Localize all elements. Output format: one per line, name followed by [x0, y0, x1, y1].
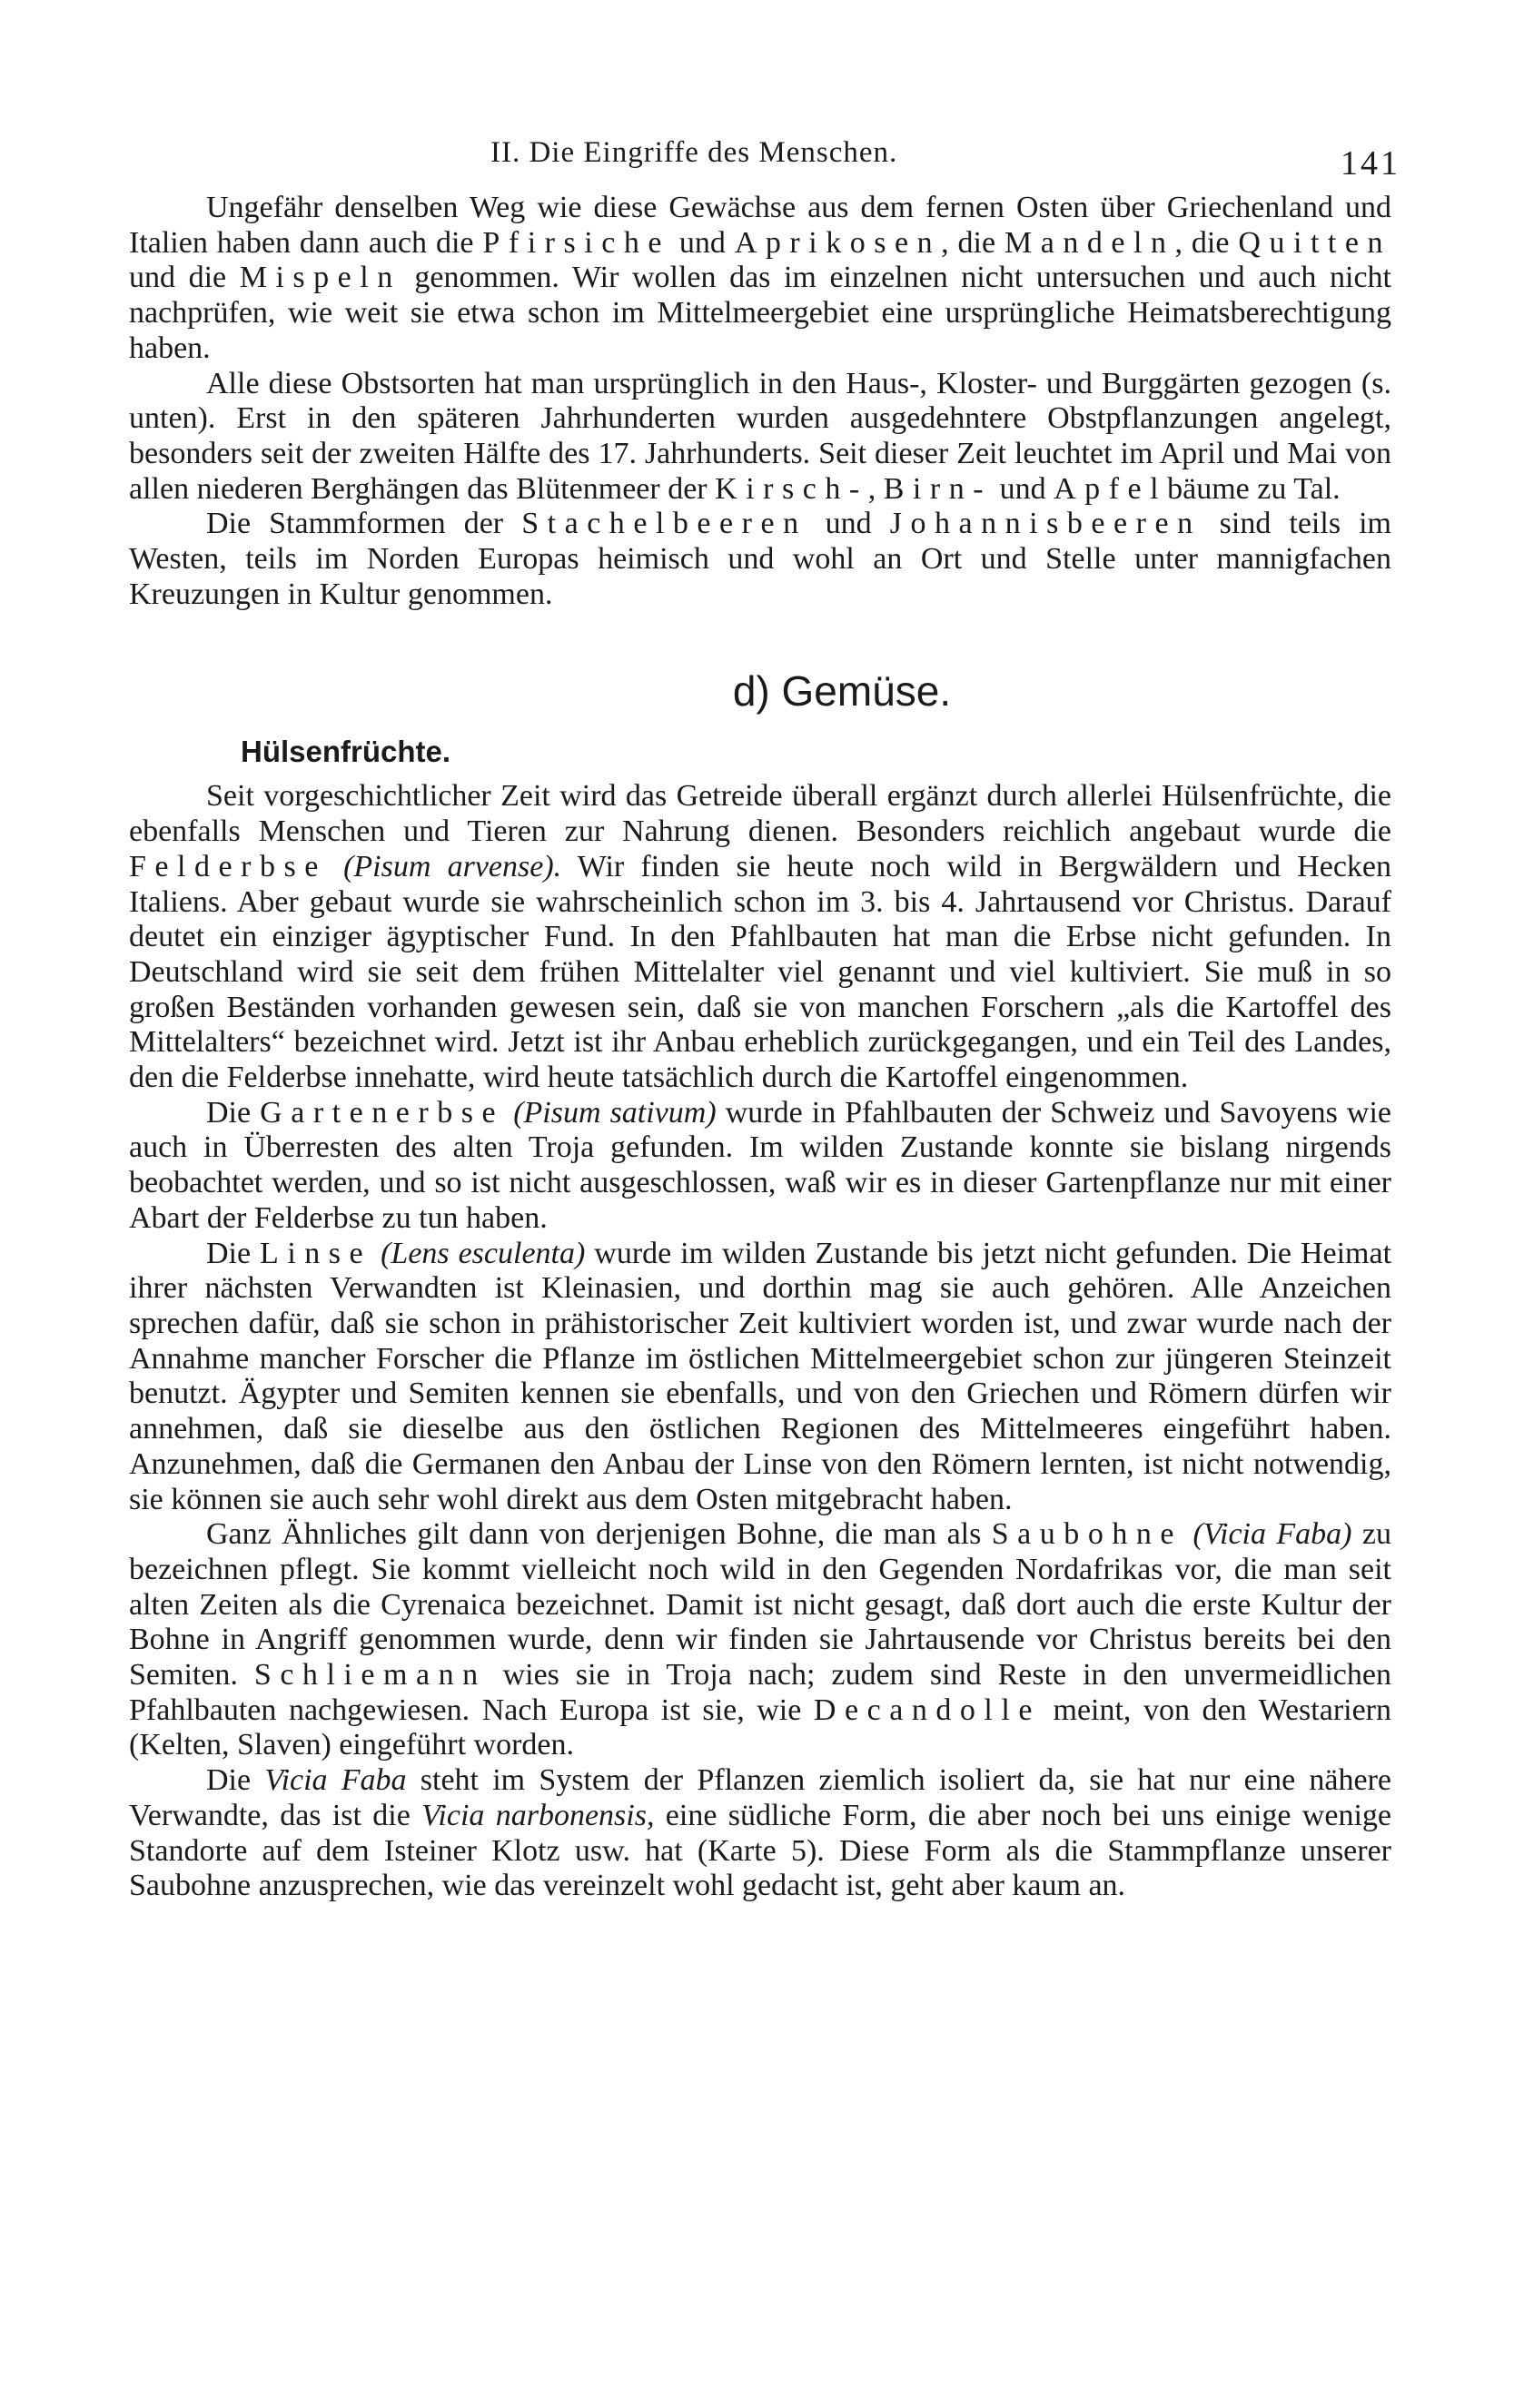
latin-name: (Pisum sativum): [513, 1095, 717, 1130]
running-title: II. Die Eingriffe des Menschen.: [490, 136, 898, 169]
latin-name: Vicia Faba: [264, 1763, 407, 1798]
paragraph-berries: Die Stammformen der Stachelbeeren und Johannisbeeren sind teils im Westen, teils im Norden Europas heimisch und wohl an Ort und Stelle unter mannigfachen Kreuzungen in Kultur genommen.: [129, 507, 1391, 611]
spaced-term: Schliemann: [253, 1658, 487, 1693]
book-page: [129, 136, 1400, 1904]
latin-name: (Lens esculenta): [381, 1236, 586, 1270]
running-head: [129, 136, 1400, 191]
paragraph-broad-bean: Ganz Ähnliches gilt dann von derjenigen Bohne, die man als Saubohne (Vicia Faba) zu bezeichnen pflegt. Sie kommt vielleicht noch wild in den Gegenden Nordafrikas vor, die man seit alten Zeiten als die Cyrenaica bezeichnet. Damit ist nicht gesagt, daß dort auch die erste Kultur der Bohne in Angriff genommen wurde, denn wir finden sie Jahrtausende vor Christus bereits bei den Semiten. Schliemann wies sie in Troja nach; zudem sind Reste in den unvermeidlichen Pfahlbauten nachgewiesen. Nach Europa ist sie, wie Decandolle meint, von den Westariern (Kelten, Slaven) eingeführt worden.: [129, 1517, 1392, 1762]
spaced-term: Kirsch-: [715, 471, 868, 506]
spaced-term: Pfirsiche: [482, 225, 670, 260]
page-number: 141: [1341, 144, 1400, 183]
paragraph-field-pea: Seit vorgeschichtlicher Zeit wird das Getreide überall ergänzt durch allerlei Hülsenfrüchte, die ebenfalls Menschen und Tieren zur Nahrung dienen. Besonders reichlich angebaut wurde die Felderbse (Pisum arvense). Wir finden sie heute noch wild in Bergwäldern und Hecken Italiens. Aber gebaut wurde sie wahrscheinlich schon im 3. bis 4. Jahrtausend vor Christus. Darauf deutet ein einziger ägyptischer Fund. In den Pfahlbauten hat man die Erbse nicht gefunden. In Deutschland wird sie seit dem frühen Mittelalter viel genannt und viel kultiviert. Sie muß in so großen Beständen vorhanden gewesen sein, daß sie von manchen Forschern „als die Kartoffel des Mittelalters“ bezeichnet wird. Jetzt ist ihr Anbau erheblich zurückgegangen, und ein Teil des Landes, den die Felderbse innehatte, wird heute tatsächlich durch die Kartoffel eingenommen.: [129, 779, 1391, 1095]
spaced-term: Apfel: [1054, 471, 1168, 506]
subsection-heading: Hülsenfrüchte.: [241, 735, 451, 769]
spaced-term: Johannisbeeren: [889, 507, 1202, 541]
section-heading: d) Gemüse.: [732, 667, 952, 715]
spaced-term: Aprikosen: [734, 225, 942, 260]
spaced-term: Stachelbeeren: [521, 507, 807, 541]
spaced-term: Birn-: [883, 471, 993, 506]
paragraph-lentil: Die Linse (Lens esculenta) wurde im wilden Zustande bis jetzt nicht gefunden. Die Heimat ihrer nächsten Verwandten ist Kleinasien, und dorthin mag sie auch gehören. Alle Anzeichen sprechen dafür, daß sie schon in prähistorischer Zeit kultiviert worden ist, und zwar wurde nach der Annahme mancher Forscher die Pflanze im östlichen Mittelmeergebiet schon zur jüngeren Steinzeit benutzt. Ägypter und Semiten kennen sie ebenfalls, und von den Griechen und Römern dürfen wir annehmen, daß sie dieselbe aus den östlichen Regionen des Mittelmeeres eingeführt haben. Anzunehmen, daß die Germanen den Anbau der Linse von den Römern lernten, ist nicht notwendig, sie können sie auch sehr wohl direkt aus dem Osten mitgebracht haben.: [129, 1236, 1392, 1516]
spaced-term: Linse: [260, 1236, 372, 1270]
latin-name: (Pisum arvense).: [343, 849, 562, 883]
spaced-term: Saubohne: [991, 1517, 1183, 1552]
spaced-term: Decandolle: [813, 1693, 1041, 1727]
paragraph-orchards: Alle diese Obstsorten hat man ursprünglich in den Haus-, Kloster- und Burggärten gezogen (s. unten). Erst in den späteren Jahrhunderten wurden ausgedehntere Obstpflanzungen angelegt, besonders seit der zweiten Hälfte des 17. Jahrhunderts. Seit dieser Zeit leuchtet im April und Mai von allen niederen Berghängen das Blütenmeer der Kirsch-, Birn- und Apfelbäume zu Tal.: [129, 366, 1391, 506]
latin-name: (Vicia Faba): [1192, 1517, 1352, 1552]
spaced-term: Felderbse: [129, 849, 327, 883]
paragraph-stone-fruits: Ungefähr denselben Weg wie diese Gewächse aus dem fernen Osten über Griechenland und Italien haben dann auch die Pfirsiche und Aprikosen, die Mandeln, die Quitten und die Mispeln genommen. Wir wollen das im einzelnen nicht untersuchen und auch nicht nachprüfen, wie weit sie etwa schon im Mittelmeergebiet eine ursprüngliche Heimatsberechtigung haben.: [129, 191, 1392, 365]
body-text: [129, 191, 1391, 1904]
spaced-term: Mispeln: [239, 261, 401, 295]
spaced-term: Quitten: [1238, 225, 1392, 260]
latin-name: Vicia narbonensis,: [421, 1798, 655, 1832]
paragraph-vicia-faba: Die Vicia Faba steht im System der Pflanzen ziemlich isoliert da, sie hat nur eine nähere Verwandte, das ist die Vicia narbonensis, eine südliche Form, die aber noch bei uns einige wenige Standorte auf dem Isteiner Klotz usw. hat (Karte 5). Diese Form als die Stammpflanze unserer Saubohne anzusprechen, wie das vereinzelt wohl gedacht ist, geht aber kaum an.: [129, 1763, 1392, 1903]
spaced-term: Mandeln: [1004, 225, 1175, 260]
spaced-term: Gartenerbse: [260, 1095, 505, 1130]
paragraph-garden-pea: Die Gartenerbse (Pisum sativum) wurde in Pfahlbauten der Schweiz und Savoyens wie auch in Überresten des alten Troja gefunden. Im wilden Zustande konnte sie bislang nirgends beobachtet werden, und so ist nicht ausgeschlossen, waß wir es in dieser Gartenpflanze nur mit einer Abart der Felderbse zu tun haben.: [129, 1095, 1391, 1235]
